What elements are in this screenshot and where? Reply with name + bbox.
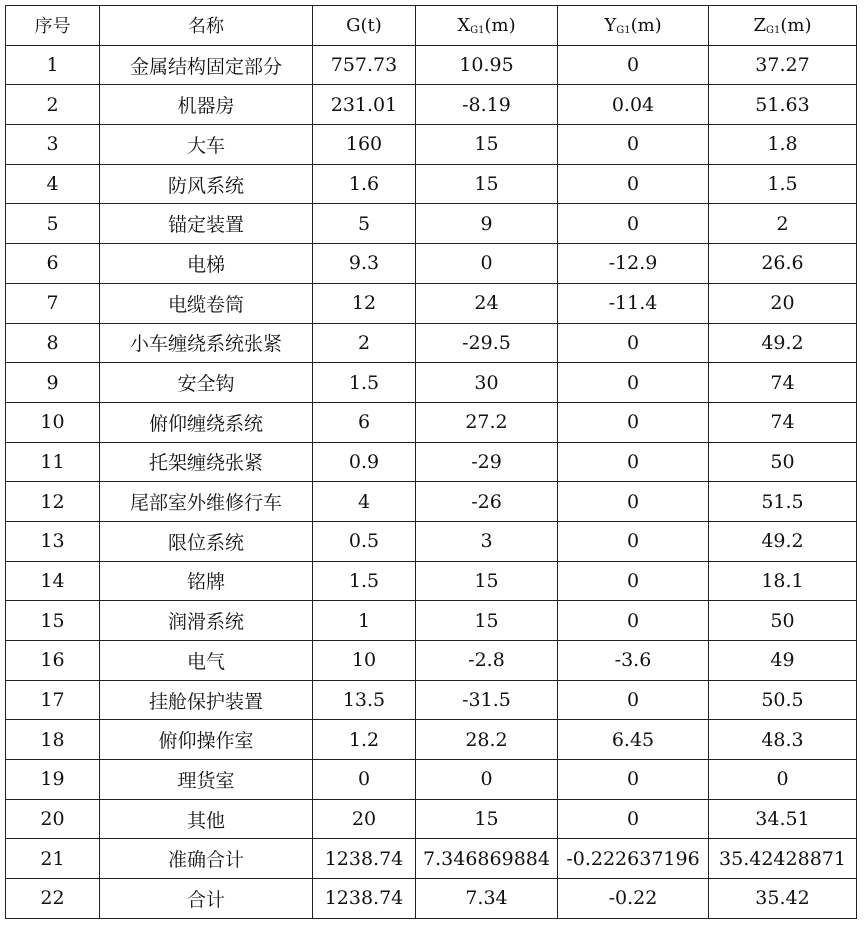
cell-g: 13.5: [313, 680, 416, 720]
header-index: 序号: [6, 6, 100, 46]
table-row: [6, 482, 857, 522]
cell-z: 51.63: [709, 85, 857, 125]
cell-z: 49: [709, 641, 857, 681]
cell-g: 2: [313, 323, 416, 363]
cell-name: 俯仰操作室: [100, 720, 313, 760]
table-row: [6, 521, 857, 561]
cell-x: 9: [416, 204, 558, 244]
cell-name: 润滑系统: [100, 601, 313, 641]
cell-name: 俯仰缠绕系统: [100, 402, 313, 442]
table-row: [6, 363, 857, 403]
cell-y: 0: [558, 601, 709, 641]
table-row: [6, 799, 857, 839]
cell-g: 0: [313, 760, 416, 800]
cell-g: 1.5: [313, 363, 416, 403]
table-row: [6, 283, 857, 323]
cell-g: 4: [313, 482, 416, 522]
table-row: [6, 45, 857, 85]
cell-name: 托架缠绕张紧: [100, 442, 313, 482]
cell-x: -8.19: [416, 85, 558, 125]
table-row: [6, 323, 857, 363]
cell-z: 20: [709, 283, 857, 323]
cell-name: 电缆卷筒: [100, 283, 313, 323]
cell-y: -3.6: [558, 641, 709, 681]
cell-x: -31.5: [416, 680, 558, 720]
cell-z: 49.2: [709, 521, 857, 561]
cell-index: 3: [6, 125, 100, 165]
table-row: [6, 601, 857, 641]
table-row: [6, 720, 857, 760]
cell-z: 74: [709, 363, 857, 403]
cell-g: 20: [313, 799, 416, 839]
cell-g: 5: [313, 204, 416, 244]
cell-g: 0.9: [313, 442, 416, 482]
header-z-sub: G1: [766, 24, 781, 36]
cell-x: -29.5: [416, 323, 558, 363]
table-row: [6, 561, 857, 601]
cell-g: 12: [313, 283, 416, 323]
cell-index: 12: [6, 482, 100, 522]
table-row: [6, 125, 857, 165]
cell-x: 7.34: [416, 879, 558, 919]
header-y-sub: G1: [616, 24, 631, 36]
cell-y: -11.4: [558, 283, 709, 323]
cell-g: 1.2: [313, 720, 416, 760]
cell-name: 防风系统: [100, 164, 313, 204]
cell-y: 0: [558, 402, 709, 442]
cell-g: 160: [313, 125, 416, 165]
table-row: [6, 680, 857, 720]
cell-x: 15: [416, 799, 558, 839]
cell-index: 5: [6, 204, 100, 244]
table-row: [6, 879, 857, 919]
cell-name: 合计: [100, 879, 313, 919]
header-name: 名称: [100, 6, 313, 46]
cell-x: 10.95: [416, 45, 558, 85]
table-body: [6, 45, 857, 918]
cell-g: 1238.74: [313, 839, 416, 879]
cell-g: 1238.74: [313, 879, 416, 919]
cell-index: 6: [6, 244, 100, 284]
table-row: [6, 85, 857, 125]
cell-name: 其他: [100, 799, 313, 839]
cell-index: 15: [6, 601, 100, 641]
cell-name: 机器房: [100, 85, 313, 125]
cell-z: 48.3: [709, 720, 857, 760]
cell-index: 19: [6, 760, 100, 800]
cell-name: 金属结构固定部分: [100, 45, 313, 85]
cell-index: 21: [6, 839, 100, 879]
cell-y: 0: [558, 164, 709, 204]
cell-name: 小车缠绕系统张紧: [100, 323, 313, 363]
cell-g: 1: [313, 601, 416, 641]
cell-y: -0.22: [558, 879, 709, 919]
cell-index: 14: [6, 561, 100, 601]
cell-index: 8: [6, 323, 100, 363]
cell-x: -26: [416, 482, 558, 522]
cell-index: 10: [6, 402, 100, 442]
cell-index: 1: [6, 45, 100, 85]
cell-y: 0: [558, 204, 709, 244]
cell-y: 0: [558, 363, 709, 403]
cell-g: 6: [313, 402, 416, 442]
header-y-unit: (m): [630, 14, 662, 36]
cell-g: 1.5: [313, 561, 416, 601]
cell-x: 28.2: [416, 720, 558, 760]
cell-g: 231.01: [313, 85, 416, 125]
cell-x: 3: [416, 521, 558, 561]
cell-z: 49.2: [709, 323, 857, 363]
cell-name: 限位系统: [100, 521, 313, 561]
cell-g: 10: [313, 641, 416, 681]
cell-x: -2.8: [416, 641, 558, 681]
cell-x: 27.2: [416, 402, 558, 442]
cell-y: 0: [558, 45, 709, 85]
cell-g: 757.73: [313, 45, 416, 85]
table-row: [6, 204, 857, 244]
cell-y: 0.04: [558, 85, 709, 125]
header-row: [6, 6, 857, 46]
header-x-unit: (m): [484, 14, 516, 36]
cell-index: 9: [6, 363, 100, 403]
cell-y: 0: [558, 521, 709, 561]
cell-z: 34.51: [709, 799, 857, 839]
cell-g: 9.3: [313, 244, 416, 284]
cell-index: 20: [6, 799, 100, 839]
header-x-sub: G1: [470, 24, 485, 36]
cell-index: 7: [6, 283, 100, 323]
cell-x: 15: [416, 561, 558, 601]
cell-index: 4: [6, 164, 100, 204]
cell-z: 37.27: [709, 45, 857, 85]
cell-y: 0: [558, 561, 709, 601]
cell-x: 15: [416, 601, 558, 641]
table-row: [6, 244, 857, 284]
cell-index: 17: [6, 680, 100, 720]
cell-x: 7.346869884: [416, 839, 558, 879]
cell-x: 0: [416, 244, 558, 284]
cell-y: -0.222637196: [558, 839, 709, 879]
cell-y: 0: [558, 125, 709, 165]
cell-z: 50.5: [709, 680, 857, 720]
cell-name: 理货室: [100, 760, 313, 800]
cell-z: 2: [709, 204, 857, 244]
cell-index: 18: [6, 720, 100, 760]
cell-name: 尾部室外维修行车: [100, 482, 313, 522]
cell-y: 0: [558, 760, 709, 800]
cell-z: 1.5: [709, 164, 857, 204]
cell-x: 15: [416, 125, 558, 165]
cell-z: 50: [709, 601, 857, 641]
cell-z: 50: [709, 442, 857, 482]
cell-name: 电梯: [100, 244, 313, 284]
header-g: G(t): [313, 6, 416, 46]
cell-z: 0: [709, 760, 857, 800]
cell-y: 6.45: [558, 720, 709, 760]
table-row: [6, 839, 857, 879]
cell-y: 0: [558, 442, 709, 482]
cell-name: 铭牌: [100, 561, 313, 601]
header-y: [558, 6, 709, 46]
cell-z: 18.1: [709, 561, 857, 601]
cell-name: 大车: [100, 125, 313, 165]
cell-z: 51.5: [709, 482, 857, 522]
table-row: [6, 402, 857, 442]
cell-index: 2: [6, 85, 100, 125]
cell-index: 16: [6, 641, 100, 681]
cell-x: 15: [416, 164, 558, 204]
cell-x: 24: [416, 283, 558, 323]
header-x-main: X: [457, 14, 471, 36]
cell-x: 0: [416, 760, 558, 800]
cell-name: 准确合计: [100, 839, 313, 879]
cell-index: 22: [6, 879, 100, 919]
header-z: [709, 6, 857, 46]
cell-y: 0: [558, 680, 709, 720]
cell-name: 电气: [100, 641, 313, 681]
cell-z: 35.42: [709, 879, 857, 919]
header-x: [416, 6, 558, 46]
cell-index: 11: [6, 442, 100, 482]
cell-x: -29: [416, 442, 558, 482]
cell-y: 0: [558, 482, 709, 522]
cell-y: -12.9: [558, 244, 709, 284]
cell-z: 1.8: [709, 125, 857, 165]
table-row: [6, 442, 857, 482]
cell-index: 13: [6, 521, 100, 561]
cell-y: 0: [558, 323, 709, 363]
data-table: [5, 5, 857, 919]
table-row: [6, 641, 857, 681]
header-z-main: Z: [753, 14, 767, 36]
cell-y: 0: [558, 799, 709, 839]
cell-name: 锚定装置: [100, 204, 313, 244]
table-row: [6, 164, 857, 204]
cell-z: 74: [709, 402, 857, 442]
cell-g: 0.5: [313, 521, 416, 561]
header-z-unit: (m): [780, 14, 812, 36]
cell-name: 挂舱保护装置: [100, 680, 313, 720]
cell-z: 26.6: [709, 244, 857, 284]
cell-z: 35.42428871: [709, 839, 857, 879]
cell-g: 1.6: [313, 164, 416, 204]
header-y-main: Y: [604, 14, 617, 36]
table-row: [6, 760, 857, 800]
cell-x: 30: [416, 363, 558, 403]
cell-name: 安全钩: [100, 363, 313, 403]
